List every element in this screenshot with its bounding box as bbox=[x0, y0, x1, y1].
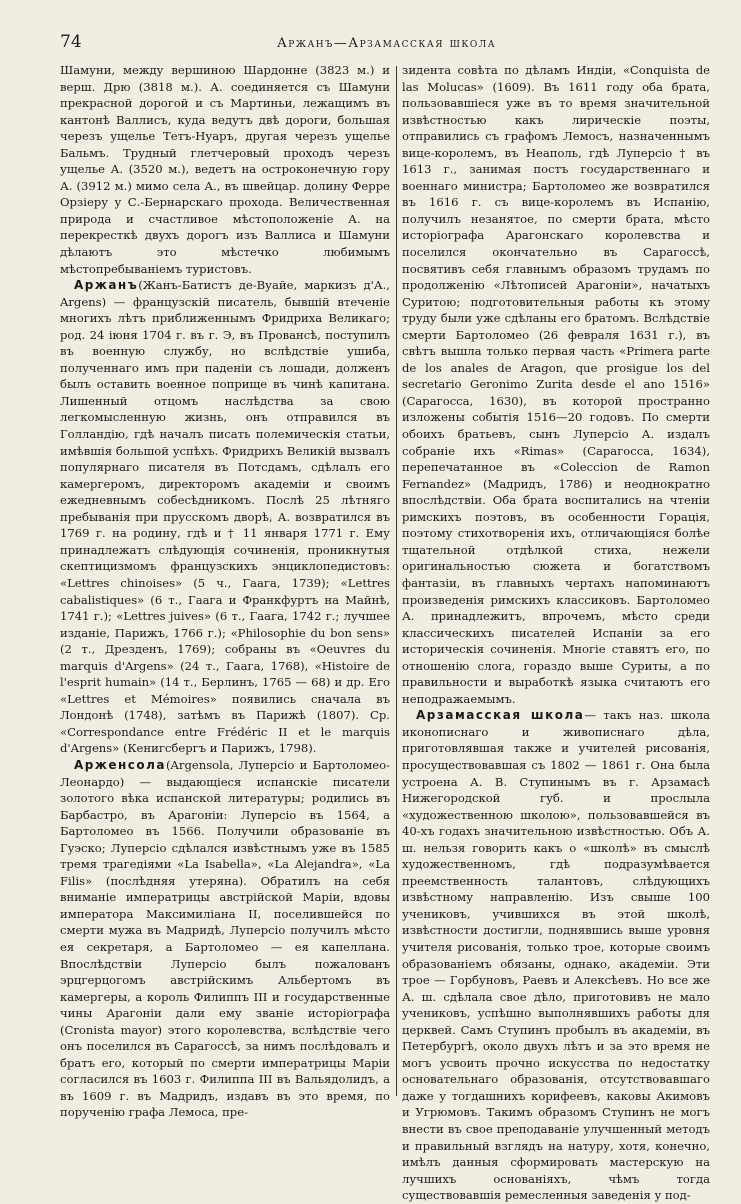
page-header bbox=[60, 32, 713, 56]
entry-arzamas-school bbox=[402, 707, 710, 1203]
entry-continuation: зидента совѣта по дѣламъ Индіи, «Conquista de las Molucas» (1609). Въ 1611 году оба брата, пользовавшіеся уже въ то время значительной извѣстностью какъ лирическіе поэты, отправились съ графомъ Лемосъ, назначеннымъ вице-королемъ, въ Неаполь, гдѣ Луперсіо † въ 1613 г., занимая постъ государственнаго и военнаго министра; Бартоломео же возвратился въ 1616 г. съ вице-королемъ въ Испанію, получилъ незанятое, по смерти брата, мѣсто исторіографа Арагонскаго королевства и поселился окончательно въ Сарагоссѣ, посвятивъ себя главнымъ образомъ трудамъ по продолженію «Лѣтописей Арагоніи», начатыхъ Суритою; подготовительныя работы къ этому труду были уже сдѣланы его братомъ. Вслѣдствіе смерти Бартоломео (26 февраля 1631 г.), въ свѣтъ вышла только первая часть «Primera parte de los anales de Aragon, que prosigue los del secretario Geronimo Zurita desde el ano 1516» (Сарагосса, 1630), въ которой пространно изложены событія 1516—20 годовъ. По смерти обоихъ братьевъ, сынъ Луперсіо А. издалъ собраніе ихъ «Rimas» (Сарагосса, 1634), перепечатанное въ «Coleccion de Ramon Fernandez» (Мадридъ, 1786) и неоднократно впослѣдствіи. Оба брата воспитались на чтеніи римскихъ поэтовъ, въ особенности Горація, поэтому стихотворенія ихъ, отличающіяся болѣе тщательной отдѣлкой стиха, нежели оригинальностью сюжета и богатствомъ фантазіи, въ главныхъ чертахъ напоминаютъ произведенія римскихъ классиковъ. Бартоломео А. принадлежитъ, впрочемъ, мѣсто среди классическихъ писателей Испаніи за его историческія сочиненія. Многіе ставятъ его, по отношенію слога, гораздо выше Суриты, а по правильности и выработкѣ языка считаютъ его неподражаемымъ. bbox=[402, 63, 710, 706]
entry-argensola bbox=[60, 757, 390, 1121]
page-number: 74 bbox=[60, 32, 82, 52]
entry-headword: Арженсола bbox=[74, 757, 166, 772]
entry-text: — такъ наз. школа иконописнаго и живописнаго дѣла, приготовлявшая также и учителей рисованія, просуществовавшая съ 1802 — 1861 г. Она была устроена А. В. Ступинымъ въ г. Арзамасѣ Нижегородской губ. и прослыла «художественною школою», пользовавшейся въ 40-хъ годахъ значительною извѣстностью. Объ А. ш. нельзя говорить какъ о «школѣ» въ смыслѣ художественномъ, гдѣ подразумѣвается преемственность талантовъ, слѣдующихъ извѣстному направленію. Изъ свыше 100 учениковъ, учившихся въ этой школѣ, извѣстности достигли, поднявшись выше уровня учителя рисованія, только трое, которые своимъ образованіемъ обязаны, однако, академіи. Эти трое — Горбуновъ, Раевъ и Алексѣевъ. Но все же А. ш. сдѣлала свое дѣло, приготовивъ не мало учениковъ, успѣшно выполнявшихъ работы для церквей. Самъ Ступинъ пробылъ въ академіи, въ Петербургѣ, около двухъ лѣтъ и за это время не могъ усвоить прочно искусства по недостатку основательнаго образованія, отсутствовавшаго даже у тогдашнихъ корифеевъ, каковы Акимовъ и Угрюмовъ. Такимъ образомъ Ступинъ не могъ внести въ свое преподаваніе улучшенный методъ и правильный взглядъ на натуру, хотя, конечно, имѣлъ данныя сформировать мастерскую на лучшихъ основаніяхъ, чѣмъ тогда существовавшія ремесленныя заведенія у под- bbox=[402, 708, 711, 1203]
entry-text: (Argensola, Луперсіо и Бартоломео-Леонардо) — выдающіеся испанскіе писатели золотого вѣка испанской литературы; родились въ Барбастро, въ Арагоніи: Луперсіо въ 1564, а Бартоломео въ 1566. Получили образованіе въ Гуэско; Луперсіо сдѣлался извѣстнымъ уже въ 1585 тремя трагедіями «La Isabella», «La Alejandra», «La Filis» (послѣдняя утеряна). Обратилъ на себя вниманіе императрицы австрійской Маріи, вдовы императора Максимиліана II, поселившейся по смерти мужа въ Мадридѣ, Луперсіо получилъ мѣсто ея секретаря, а Бартоломео — ея капеллана. Впослѣдствіи Луперсіо былъ пожалованъ эрцгерцогомъ австрійскимъ Альбертомъ въ камергеры, а король Филиппъ III и государственные чины Арагоніи дали ему званіе исторіографа (Cronista mayor) этого королевства, вслѣдствіе чего онъ поселился въ Сарагоссѣ, за нимъ послѣдовалъ и братъ его, который по смерти императрицы Маріи согласился въ 1603 г. Филиппа III въ Вальядолидъ, а въ 1609 г. въ Мадридъ, издавъ въ это время, по порученію графа Лемоса, пре- bbox=[60, 757, 390, 1120]
right-column bbox=[402, 62, 711, 1203]
entry-arjan bbox=[60, 277, 390, 757]
entry-text: (Жанъ-Батистъ де-Вуайе, маркизъ д'А., Argens) — французскій писатель, бывшій втеченіе многихъ лѣтъ приближеннымъ Фридриха Великаго; род. 24 іюня 1704 г. въ г. Э, въ Провансѣ, поступилъ въ военную службу, но вслѣдствіе ушиба, полученнаго имъ при паденіи съ лошади, долженъ былъ оставить военное поприще въ чинѣ капитана. Лишенный отцомъ наслѣдства за свою легкомысленную жизнь, онъ отправился въ Голландію, гдѣ началъ писать полемическія статьи, имѣвшія большой успѣхъ. Фридрихъ Великій вызвалъ популярнаго писателя въ Потсдамъ, сдѣлалъ его камергеромъ, директоромъ академіи и своимъ ежедневнымъ собесѣдникомъ. Послѣ 25 лѣтняго пребыванія при прусскомъ дворѣ, А. возвратился въ 1769 г. на родину, гдѣ и † 11 января 1771 г. Ему принадлежатъ слѣдующія сочиненія, проникнутыя скептицизмомъ французскихъ энциклопедистовъ: «Lettres chinoises» (5 ч., Гаага, 1739); «Lettres cabalistiques» (6 т., Гаага и Франкфуртъ на Майнѣ, 1741 г.); «Lettres juives» (6 т., Гаага, 1742 г.; лучшее изданіе, Парижъ, 1766 г.); «Philosophie du bon sens» (2 т., Дрезденъ, 1769); собраны въ «Oeuvres du marquis d'Argens» (24 т., Гаага, 1768), «Histoire de l'esprit humain» (14 т., Берлинъ, 1765 — 68) и др. Его «Lettres et Mémoires» появились сначала въ Лондонѣ (1748), затѣмъ въ Парижѣ (1807). Ср. «Correspondance entre Frédéric II et le marquis d'Argens» (Кенигсбергъ и Парижъ, 1798). bbox=[60, 278, 390, 756]
column-divider bbox=[396, 66, 397, 1096]
entry-continuation: Шамуни, между вершиною Шардонне (3823 м.) и верш. Дрю (3818 м.). А. соединяется съ Шамуни прекрасной дорогой и съ Мартиньи, лежащимъ въ кантонѣ Валлисъ, куда ведутъ двѣ дороги, большая черезъ ущелье Тетъ-Нуаръ, другая черезъ ущелье Бальмъ. Трудный глетчеровый проходъ черезъ ущелье А. (3520 м.), ведетъ на остроконечную гору А. (3912 м.) мимо села А., въ швейцар. долину Ферре Орзіеру у С.-Бернарскаго прохода. Величественная природа и счастливое мѣстоположеніе А. на перекресткѣ двухъ дорогъ изъ Валлиса и Шамуни дѣлаютъ это мѣстечко любимымъ мѣстопребываніемъ туристовъ. bbox=[60, 63, 390, 276]
running-title: Аржанъ—Арзамасская школа bbox=[276, 36, 497, 51]
entry-headword: Арзамасская школа bbox=[416, 708, 585, 723]
entry-headword: Аржанъ bbox=[74, 278, 139, 293]
left-column bbox=[60, 62, 390, 1120]
